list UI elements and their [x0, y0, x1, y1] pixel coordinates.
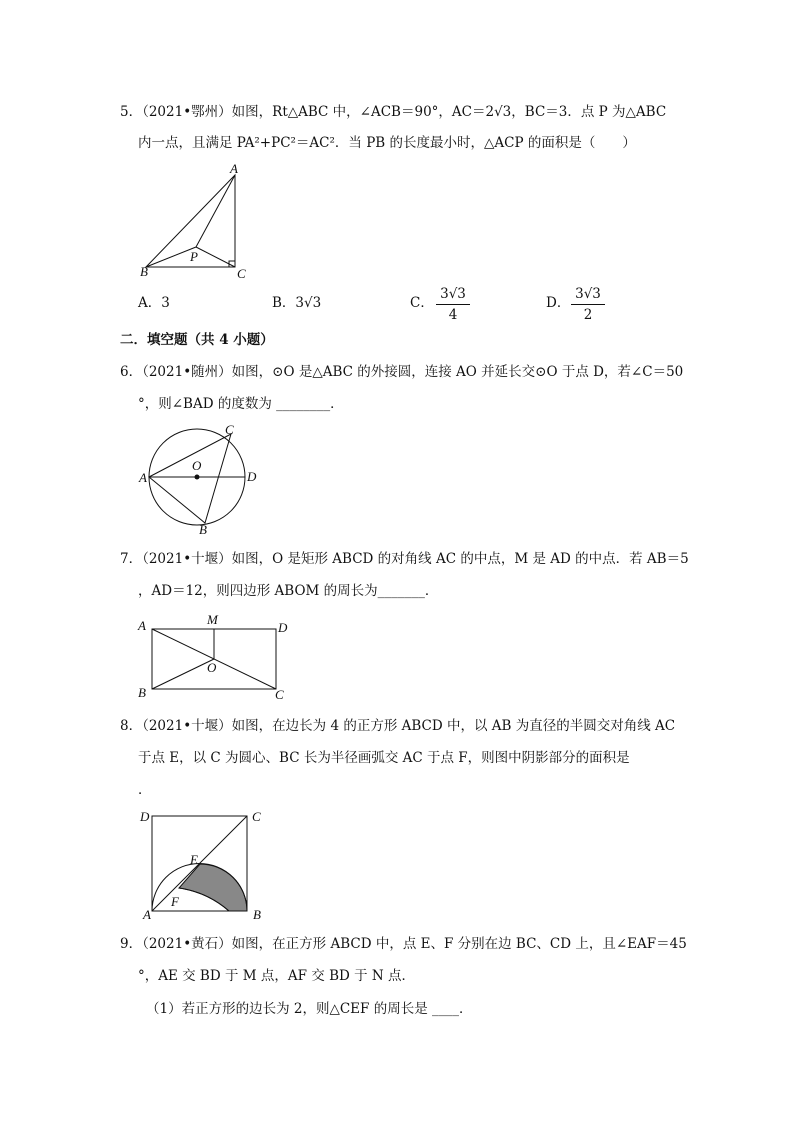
q7-label-m: M — [207, 612, 218, 627]
q6-circle-figure — [135, 422, 265, 537]
q9-text-line3: （1）若正方形的边长为 2，则△CEF 的周长是 ____． — [146, 1001, 473, 1017]
q8-label-e: E — [190, 852, 198, 867]
q7-text-line1: 7．（2021•十堰）如图，O 是矩形 ABCD 的对角线 AC 的中点，M 是 AD 的中点．若 AB＝5 — [120, 551, 689, 567]
q8-text-line1: 8．（2021•十堰）如图，在边长为 4 的正方形 ABCD 中，以 AB 为直径的半圆交对角线 AC — [120, 718, 676, 734]
q8-label-c: C — [252, 809, 261, 824]
q8-label-b: B — [253, 907, 261, 922]
q5-triangle-figure — [138, 160, 258, 285]
q6-label-b: B — [199, 522, 207, 537]
q5-option-d-denominator: 2 — [583, 307, 593, 323]
q8-label-d: D — [140, 809, 150, 824]
q7-rectangle-figure — [135, 610, 295, 705]
q5-text-line2: 内一点，且满足 PA²+PC²＝AC²．当 PB 的长度最小时，△ACP 的面积是（ ） — [138, 135, 636, 151]
q5-segment-bp — [146, 247, 196, 267]
q6-label-c: C — [225, 422, 234, 437]
q6-text-line1: 6．（2021•随州）如图，⊙O 是△ABC 的外接圆，连接 AO 并延长交⊙O 于点 D，若∠C＝50 — [120, 364, 684, 380]
q8-square-figure — [135, 805, 275, 925]
q5-option-c-label: C． — [410, 295, 434, 311]
q6-label-a: A — [139, 470, 147, 485]
section-heading-fill-blank: 二．填空题（共 4 小题） — [120, 332, 274, 348]
q5-text-line1: 5．（2021•鄂州）如图，Rt△ABC 中，∠ACB＝90°，AC＝2√3，BC＝3．点 P 为△ABC — [120, 104, 667, 120]
q7-label-c: C — [275, 687, 284, 702]
q5-label-p: P — [190, 249, 198, 264]
q7-segment-bo — [152, 659, 214, 689]
q7-label-d: D — [278, 620, 288, 635]
q7-label-a: A — [138, 618, 146, 633]
q5-option-d-label: D． — [546, 295, 571, 311]
q8-shaded-region — [179, 864, 247, 911]
q5-option-c-fraction — [436, 285, 470, 324]
q9-text-line2: °，AE 交 BD 于 M 点，AF 交 BD 于 N 点． — [138, 968, 416, 984]
q8-label-a: A — [143, 907, 151, 922]
q9-text-line1: 9．（2021•黄石）如图，在正方形 ABCD 中，点 E、F 分别在边 BC、CD 上，且∠EAF＝45 — [120, 936, 687, 952]
q5-label-c: C — [237, 266, 246, 281]
q5-option-c-denominator: 4 — [448, 307, 458, 323]
q6-center-dot — [195, 475, 200, 480]
q5-label-b: B — [140, 264, 148, 279]
q5-option-d-numerator: 3√3 — [575, 286, 601, 302]
q5-segment-ap — [196, 175, 235, 247]
q8-text-line2: 于点 E，以 C 为圆心、BC 长为半径画弧交 AC 于点 F，则图中阴影部分的面积是 — [138, 750, 630, 766]
q5-option-d-fraction — [571, 285, 605, 324]
q5-option-b: B．3√3 — [272, 295, 322, 311]
q5-option-c-numerator: 3√3 — [440, 286, 466, 302]
q5-option-a: A．3 — [138, 295, 170, 311]
q8-text-line3: ． — [138, 782, 152, 798]
q7-text-line2: ，AD＝12，则四边形 ABOM 的周长为_______． — [138, 583, 439, 599]
q6-label-d: D — [247, 469, 257, 484]
q7-label-b: B — [138, 685, 146, 700]
q6-text-line2: °，则∠BAD 的度数为 ________． — [138, 396, 344, 412]
q6-label-o: O — [192, 458, 202, 473]
q8-label-f: F — [171, 894, 179, 909]
q7-label-o: O — [207, 660, 217, 675]
q5-label-a: A — [230, 161, 238, 176]
